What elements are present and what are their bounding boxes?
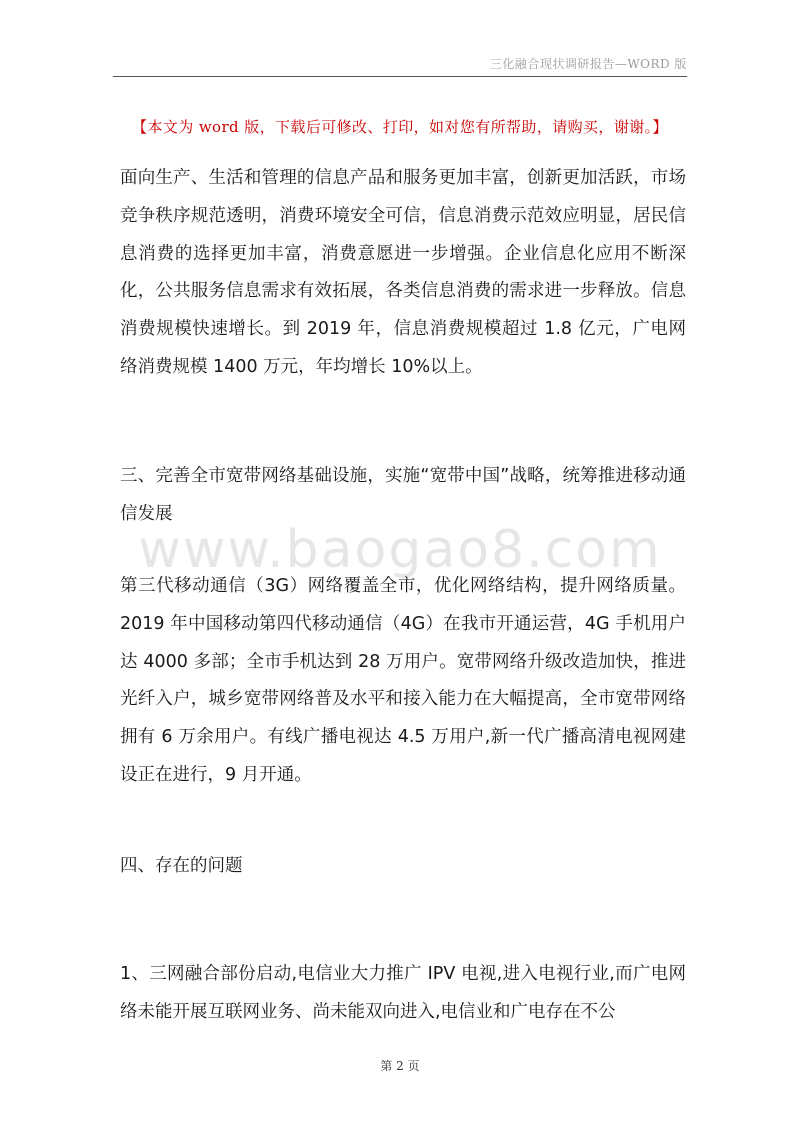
section-heading-problems: 四、存在的问题 <box>120 856 243 876</box>
paragraph-convergence: 1、三网融合部份启动,电信业大力推广 IPV 电视,进入电视行业,而广电网络未能开展互联网业务、尚未能双向进入,电信业和广电存在不公 <box>120 964 686 1022</box>
header-divider <box>113 76 687 77</box>
watermark: www.baogao8.com <box>138 520 662 580</box>
paragraph-mobile-network: 第三代移动通信（3G）网络覆盖全市，优化网络结构，提升网络质量。2019 年中国移动第四代移动通信（4G）在我市开通运营，4G 手机用户达 4000 多部；全市手机达到 28 万用户。宽带网络升级改造加快，推进光纤入户，城乡宽带网络普及水平和接入能力在大幅提高，全市宽带网络拥有 6 万余用户。有线广播电视达 4.5 万用户,新一代广播高清电视网建设正在进行，9 月开通。 <box>120 576 686 785</box>
paragraph-consumption: 面向生产、生活和管理的信息产品和服务更加丰富，创新更加活跃，市场竞争秩序规范透明，消费环境安全可信，信息消费示范效应明显，居民信息消费的选择更加丰富，消费意愿进一步增强。企业信息化应用不断深化，公共服务信息需求有效拓展，各类信息消费的需求进一步释放。信息消费规模快速增长。到 2019 年，信息消费规模超过 1.8 亿元，广电网络消费规模 1400 万元，年均增长 10%以上。 <box>120 168 686 377</box>
section-heading-broadband: 三、完善全市宽带网络基础设施，实施“宽带中国”战略，统筹推进移动通信发展 <box>120 466 686 524</box>
page-number: 第 2 页 <box>380 1059 420 1073</box>
running-header: 三化融合现状调研报告—WORD 版 <box>489 57 687 71</box>
purchase-notice: 【本文为 word 版，下载后可修改、打印，如对您有所帮助，请购买，谢谢。】 <box>132 118 668 136</box>
